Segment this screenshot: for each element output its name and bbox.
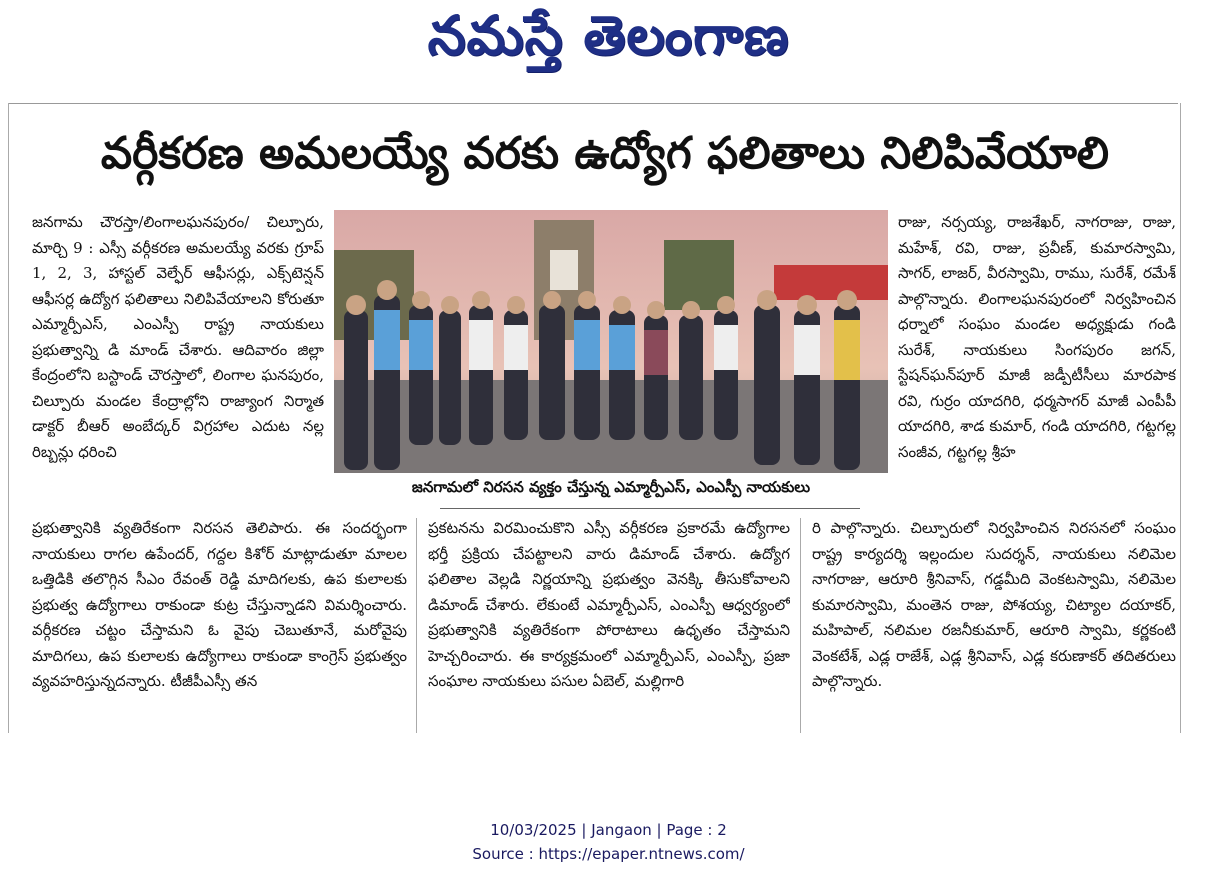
column-2-bottom [428,516,790,734]
masthead [0,0,1217,90]
paragraph: జనగామ చౌరస్తా/లింగాలఘనపురం/ చిల్పూరు, మార్చి 9 : ఎస్సీ వర్గీకరణ అమలయ్యే వరకు గ్రూప్ 1, 2, 3, హాస్టల్ వెల్ఫేర్ ఆఫీసర్లు, ఎక్స్‌టెన్షన్ ఆఫీసర్ల ఉద్యోగ ఫలితాలు నిలిపివేయాలని కోరుతూ ఎమ్మార్పీఎస్, ఎంఎస్పీ రాష్ట్ర నాయకులు ప్రభుత్వాన్ని డి మాండ్ చేశారు. ఆదివారం జిల్లా కేంద్రంలోని బస్టాండ్ చౌరస్తాలో, లింగాల ఘనపురం, చిల్పూరు మండల కేంద్రాల్లోని రాజ్యాంగ నిర్మాత డాక్టర్ బీఆర్ అంబేద్కర్ విగ్రహాల ఎదుట నల్ల రిబ్బన్లు ధరించి [32,213,324,461]
newspaper-logo: నమస్తే తెలంగాణ [427,4,790,67]
footer-source-line: Source : https://epaper.ntnews.com/ [472,845,745,863]
col-divider-1 [416,518,417,733]
protest-photo-illustration [334,210,888,473]
column-3-top [898,210,1176,515]
right-column-rule [1180,103,1181,733]
left-column-rule [8,103,9,733]
caption-rule [440,508,860,509]
column-1-top [32,210,324,515]
paragraph: ప్రకటనను విరమించుకొని ఎస్సీ వర్గీకరణ ప్రకారమే ఉద్యోగాల భర్తీ ప్రక్రియ చేపట్టాలని వారు డిమాండ్ చేశారు. ఉద్యోగ ఫలితాల వెల్లడి నిర్ణయాన్ని ప్రభుత్వం వెనక్కి తీసుకోవాలని డిమాండ్ చేశారు. లేకుంటే ఎమ్మార్పీఎస్, ఎంఎస్పీ ఆధ్వర్యంలో ప్రభుత్వానికి వ్యతిరేకంగా పోరాటాలు ఉధృతం చేస్తామని హెచ్చరించారు. ఈ కార్యక్రమంలో ఎమ్మార్పీఎస్, ఎంఎస్పీ, ప్రజా సంఘాల నాయకులు పసుల ఏబెల్, మల్లిగారి [428,519,790,690]
col-divider-2 [800,518,801,733]
column-3-bottom [812,516,1176,734]
photo-caption: జనగామలో నిరసన వ్యక్తం చేస్తున్న ఎమ్మార్పీఎస్, ఎంఎస్పీ నాయకులు [411,478,811,496]
page-footer [0,818,1217,866]
paragraph: రి పాల్గొన్నారు. చిల్పూరులో నిర్వహించిన నిరసనలో సంఘం రాష్ట్ర కార్యదర్శి ఇల్లందుల సుదర్శన్, నాయకులు నలిమెల నాగరాజు, ఆరూరి శ్రీనివాస్, గడ్డమీది వెంకటస్వామి, నలిమెల కుమారస్వామి, మంతెన రాజు, పోశయ్య, చిట్యాల దయాకర్, మహిపాల్, నలిమల రజనీకుమార్, ఆరూరి స్వామి, కర్ణకంటి వెంకటేశ్, ఎడ్ల రాజేశ్, ఎడ్ల శ్రీనివాస్, ఎడ్ల కరుణాకర్ తదితరులు పాల్గొన్నారు. [812,519,1176,690]
article-headline: వర్గీకరణ అమలయ్యే వరకు ఉద్యోగ ఫలితాలు నిలిపివేయాలి [100,128,1110,179]
paragraph: ప్రభుత్వానికి వ్యతిరేకంగా నిరసన తెలిపారు. ఈ సందర్భంగా నాయకులు రాగల ఉపేందర్, గద్దల కిశోర్ మాట్లాడుతూ మాలల ఒత్తిడికి తలొగ్గిన సీఎం రేవంత్ రెడ్డి మాదిగలకు, ఉప కులాలకు ప్రభుత్వ ఉద్యోగాలు రాకుండా కుట్ర చేస్తున్నాడని విమర్శించారు. వర్గీకరణ చట్టం చేస్తామని ఓ వైపు చెబుతూనే, మరోవైపు మాదిగలు, ఉప కులాలకు ఉద్యోగాలు రాకుండా కాంగ్రెస్ ప్రభుత్వం వ్యవహరిస్తున్నదన్నారు. టీజీపీఎస్సీ తన [32,519,407,690]
footer-date-line: 10/03/2025 | Jangaon | Page : 2 [490,821,727,839]
paragraph: రాజు, నర్సయ్య, రాజశేఖర్, నాగరాజు, రాజు, మహేశ్, రవి, రాజు, ప్రవీణ్, కుమారస్వామి, సాగర్, లాజర్, వీరస్వామి, రాము, సురేశ్, రమేశ్ పాల్గొన్నారు. లింగాలఘనపురంలో నిర్వహించిన ధర్నాలో సంఘం మండల అధ్యక్షుడు గండి సురేశ్, నాయకులు సింగపురం జగన్, స్టేషన్‌ఘన్‌పూర్ మాజీ జడ్పీటీసీలు మారపాక రవి, గుర్రం యాదగిరి, ధర్మసాగర్ మాజీ ఎంపీపీ యాదగిరి, శాడ కుమార్, గండి యాదగిరి, గట్టగల్ల సంజీవ, గట్టగల్ల శ్రీహ [898,213,1176,461]
top-rule [8,103,1178,104]
column-1-bottom [32,516,407,734]
protest-photo [334,210,888,473]
